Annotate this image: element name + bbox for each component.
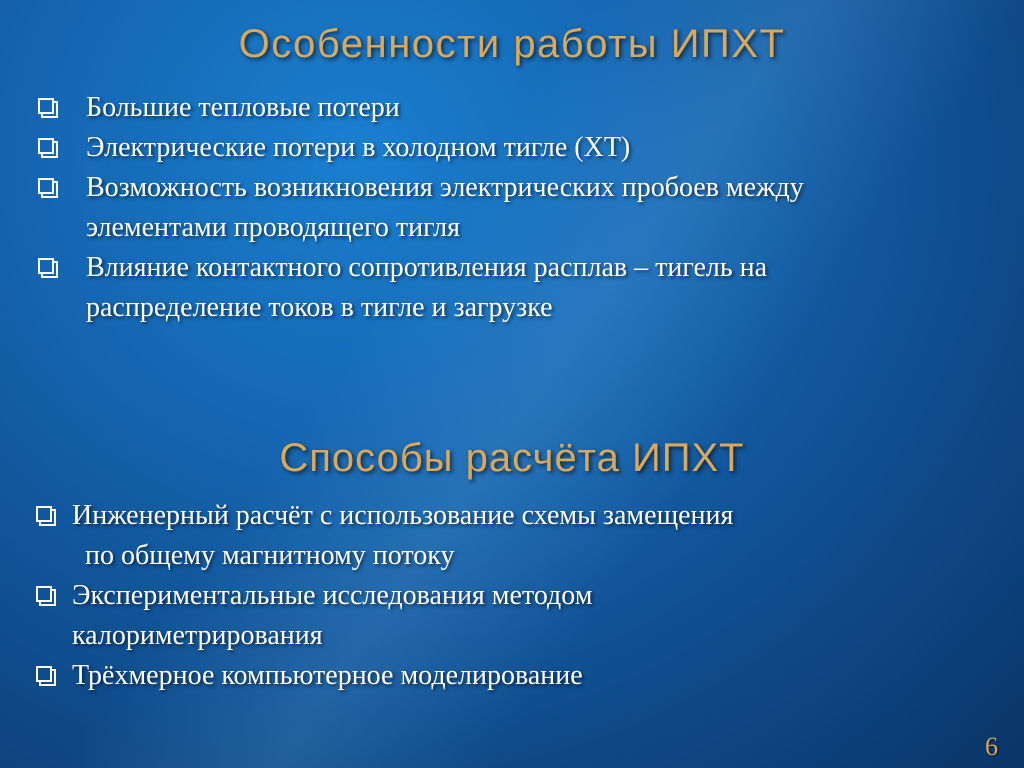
list-item (38, 168, 988, 248)
list-item-text-continued: распределение токов в тигле и загрузке (86, 292, 553, 323)
slide-title-features: Особенности работы ИПХТ (238, 22, 786, 66)
list-item-text: Инженерный расчёт с использование схемы замещения (72, 500, 734, 531)
list-item (36, 496, 986, 576)
list-item-text: Влияние контактного сопротивления расплав – тигель на (86, 252, 768, 283)
list-item (36, 576, 986, 656)
checkbox-square-icon (38, 168, 62, 208)
list-item (36, 656, 986, 696)
checkbox-square-icon (38, 88, 62, 128)
list-item-text-continued: элементами проводящего тигля (86, 212, 460, 243)
page-number: 6 (985, 732, 998, 761)
list-item-text-continued: калориметрирования (72, 620, 323, 651)
checkbox-square-icon (36, 656, 60, 696)
list-item (38, 88, 988, 128)
list-item-text: Возможность возникновения электрических пробоев между (86, 172, 804, 203)
features-list (38, 88, 988, 328)
list-item-text: Большие тепловые потери (86, 92, 400, 123)
list-item-text: Трёхмерное компьютерное моделирование (72, 660, 583, 691)
slide-title-methods: Способы расчёта ИПХТ (279, 436, 745, 480)
checkbox-square-icon (36, 496, 60, 536)
list-item-text-continued: по общему магнитному потоку (78, 540, 455, 571)
list-item-text: Экспериментальные исследования методом (72, 580, 593, 611)
methods-list (36, 496, 986, 696)
checkbox-square-icon (38, 248, 62, 288)
checkbox-square-icon (38, 128, 62, 168)
checkbox-square-icon (36, 576, 60, 616)
list-item (38, 128, 988, 168)
list-item (38, 248, 988, 328)
list-item-text: Электрические потери в холодном тигле (ХТ) (86, 132, 631, 163)
